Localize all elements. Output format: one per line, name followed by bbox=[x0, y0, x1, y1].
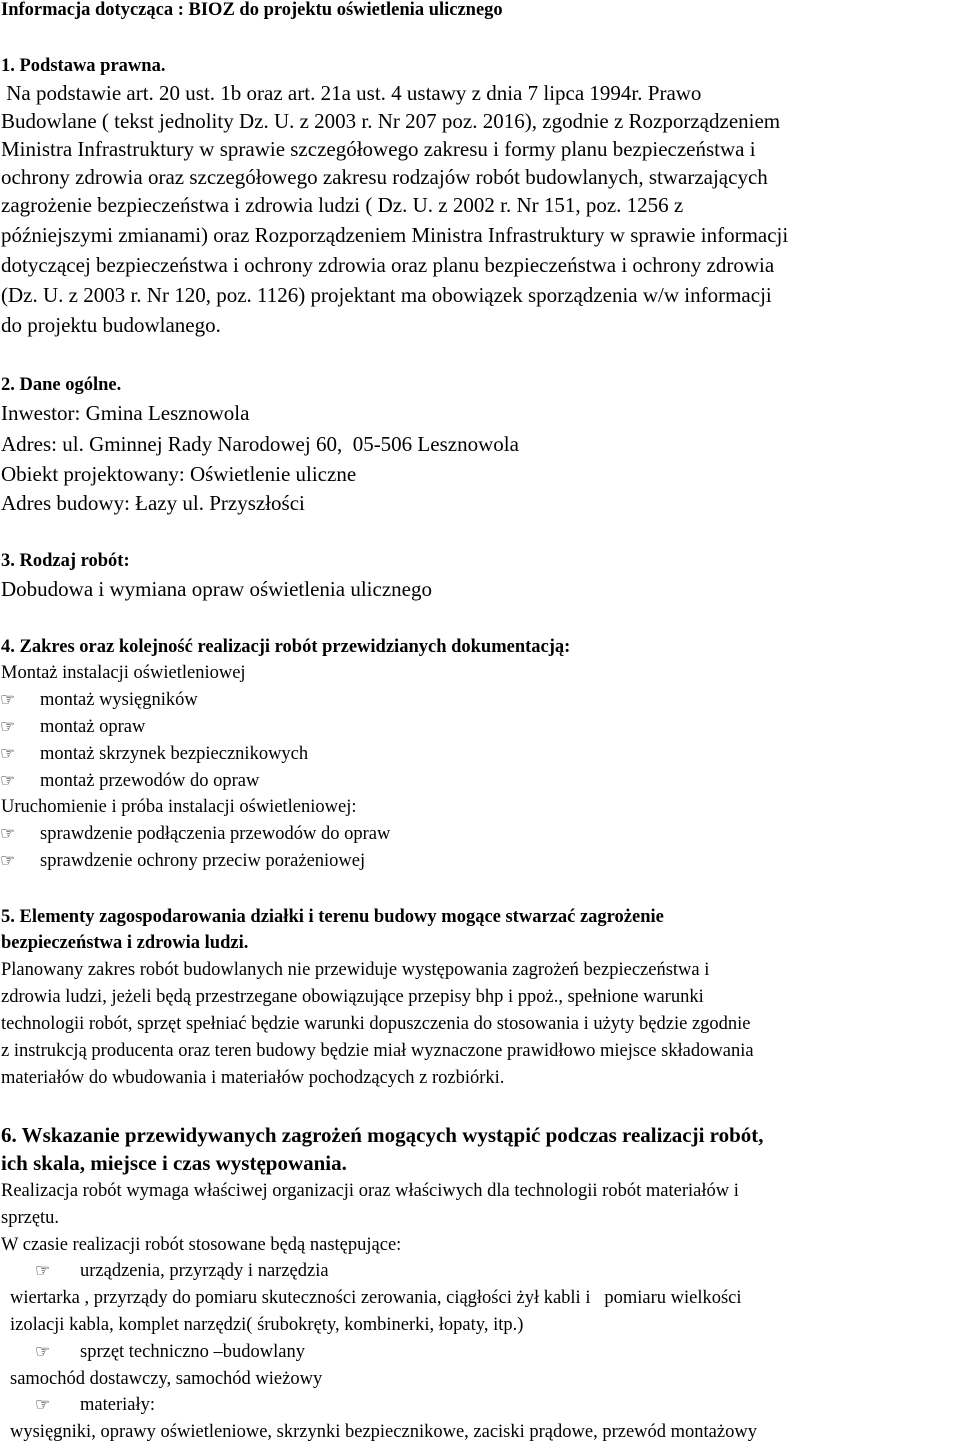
list-item: ☞ urządzenia, przyrządy i narzędzia bbox=[35, 1261, 329, 1281]
section-1-line: Na podstawie art. 20 ust. 1b oraz art. 21a ust. 4 ustawy z dnia 7 lipca 1994r. Prawo bbox=[1, 81, 702, 105]
list-item: ☞ montaż opraw bbox=[0, 717, 146, 737]
section-3-heading: 3. Rodzaj robót: bbox=[1, 551, 130, 571]
section-6-line: sprzętu. bbox=[1, 1208, 60, 1228]
pointing-hand-icon: ☞ bbox=[0, 851, 16, 870]
section-5-heading: 5. Elementy zagospodarowania działki i terenu budowy mogące stwarzać zagrożenie bbox=[1, 907, 664, 927]
list-item-description: izolacji kabla, komplet narzędzi( śrubokręty, kombinerki, łopaty, itp.) bbox=[10, 1315, 524, 1335]
section-1-heading: 1. Podstawa prawna. bbox=[1, 56, 166, 76]
section-6-line: Realizacja robót wymaga właściwej organizacji oraz właściwych dla technologii robót materiałów i bbox=[1, 1181, 739, 1201]
pointing-hand-icon: ☞ bbox=[0, 771, 16, 790]
section-1-line: ochrony zdrowia oraz szczegółowego zakresu rodzajów robót budowlanych, stwarzających bbox=[1, 165, 768, 189]
section-4-heading: 4. Zakres oraz kolejność realizacji robót przewidzianych dokumentacją: bbox=[1, 637, 571, 657]
section-5-line: zdrowia ludzi, jeżeli będą przestrzegane obowiązujące przepisy bhp i ppoż., spełnione warunki bbox=[1, 987, 704, 1007]
section-4-group-title: Uruchomienie i próba instalacji oświetleniowej: bbox=[1, 797, 357, 817]
list-item-description: samochód dostawczy, samochód wieżowy bbox=[10, 1369, 323, 1389]
list-item: ☞ montaż przewodów do opraw bbox=[0, 771, 260, 791]
list-item: ☞ montaż wysięgników bbox=[0, 690, 198, 710]
section-5-line: materiałów do wbudowania i materiałów pochodzących z rozbiórki. bbox=[1, 1068, 505, 1088]
section-2-heading: 2. Dane ogólne. bbox=[1, 375, 122, 395]
section-6-heading: 6. Wskazanie przewidywanych zagrożeń mogących wystąpić podczas realizacji robót, bbox=[1, 1123, 764, 1147]
section-1-line: Ministra Infrastruktury w sprawie szczegółowego zakresu i formy planu bezpieczeństwa i bbox=[1, 137, 756, 161]
document-title: Informacja dotycząca : BIOZ do projektu oświetlenia ulicznego bbox=[1, 0, 503, 20]
section-1-line: późniejszymi zmianami) oraz Rozporządzeniem Ministra Infrastruktury w sprawie informacji bbox=[1, 223, 789, 247]
section-3-line: Dobudowa i wymiana opraw oświetlenia ulicznego bbox=[1, 577, 432, 601]
pointing-hand-icon: ☞ bbox=[35, 1395, 51, 1414]
section-5-line: Planowany zakres robót budowlanych nie przewiduje występowania zagrożeń bezpieczeństwa i bbox=[1, 960, 710, 980]
section-5-line: z instrukcją producenta oraz teren budowy będzie miał wyznaczone prawidłowo miejsce składowania bbox=[1, 1041, 754, 1061]
list-item: ☞ montaż skrzynek bezpiecznikowych bbox=[0, 744, 309, 764]
section-6-line: W czasie realizacji robót stosowane będą następujące: bbox=[1, 1235, 402, 1255]
section-5-line: technologii robót, sprzęt spełniać będzie warunki dopuszczenia do stosowania i użyty będzie zgodnie bbox=[1, 1014, 751, 1034]
section-2-line: Obiekt projektowany: Oświetlenie uliczne bbox=[1, 462, 357, 486]
list-item: ☞ sprawdzenie podłączenia przewodów do opraw bbox=[0, 824, 391, 844]
section-2-line: Inwestor: Gmina Lesznowola bbox=[1, 401, 250, 425]
section-4-group-title: Montaż instalacji oświetleniowej bbox=[1, 663, 246, 683]
pointing-hand-icon: ☞ bbox=[35, 1261, 51, 1280]
section-1-line: (Dz. U. z 2003 r. Nr 120, poz. 1126) projektant ma obowiązek sporządzenia w/w informacji bbox=[1, 283, 772, 307]
section-1-line: Budowlane ( tekst jednolity Dz. U. z 2003 r. Nr 207 poz. 2016), zgodnie z Rozporządzeniem bbox=[1, 109, 781, 133]
list-item: ☞ sprawdzenie ochrony przeciw porażeniowej bbox=[0, 851, 366, 871]
pointing-hand-icon: ☞ bbox=[35, 1342, 51, 1361]
pointing-hand-icon: ☞ bbox=[0, 690, 16, 709]
section-1-line: zagrożenie bezpieczeństwa i zdrowia ludzi ( Dz. U. z 2002 r. Nr 151, poz. 1256 z bbox=[1, 193, 684, 217]
list-item-description: wiertarka , przyrządy do pomiaru skuteczności zerowania, ciągłości żył kabli i pomiaru wielkości bbox=[10, 1288, 742, 1308]
section-1-line: do projektu budowlanego. bbox=[1, 313, 221, 337]
pointing-hand-icon: ☞ bbox=[0, 717, 16, 736]
list-item: ☞ sprzęt techniczno –budowlany bbox=[35, 1342, 306, 1362]
section-1-line: dotyczącej bezpieczeństwa i ochrony zdrowia oraz planu bezpieczeństwa i ochrony zdrowia bbox=[1, 253, 775, 277]
list-item-description: wysięgniki, oprawy oświetleniowe, skrzynki bezpiecznikowe, zaciski prądowe, przewód montażowy bbox=[10, 1422, 757, 1442]
section-5-heading: bezpieczeństwa i zdrowia ludzi. bbox=[1, 933, 249, 953]
pointing-hand-icon: ☞ bbox=[0, 744, 16, 763]
list-item: ☞ materiały: bbox=[35, 1395, 155, 1415]
section-6-heading: ich skala, miejsce i czas występowania. bbox=[1, 1151, 347, 1175]
section-2-line: Adres: ul. Gminnej Rady Narodowej 60, 05-506 Lesznowola bbox=[1, 432, 519, 456]
pointing-hand-icon: ☞ bbox=[0, 824, 16, 843]
section-2-line: Adres budowy: Łazy ul. Przyszłości bbox=[1, 491, 305, 515]
